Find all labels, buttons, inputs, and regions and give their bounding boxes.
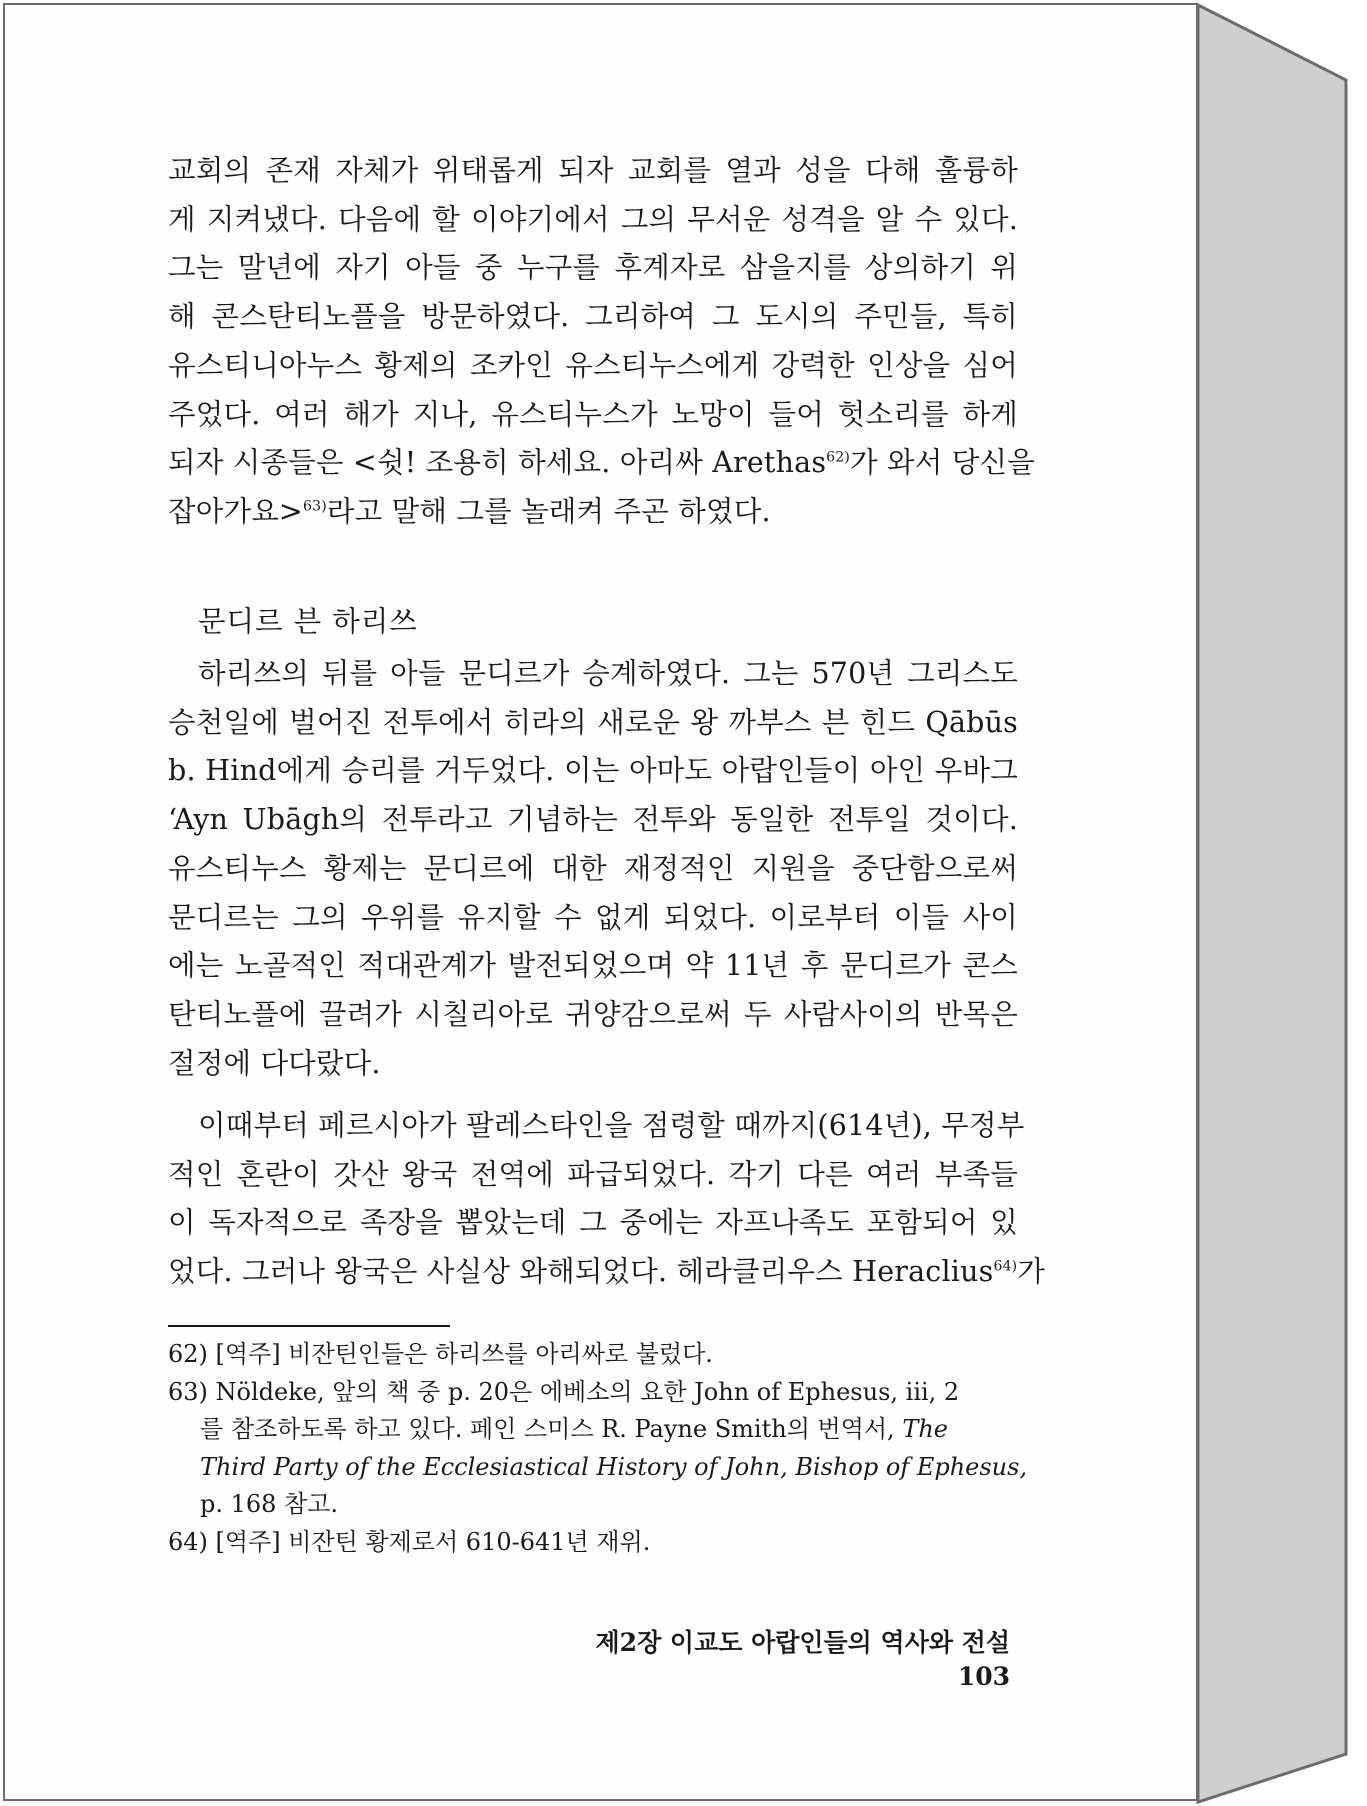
- footnote-62: 62) [역주] 비잔틴인들은 하리쓰를 아리싸로 불렀다.: [168, 1340, 713, 1368]
- text-line: 그는 말년에 자기 아들 중 누구를 후계자로 삼을지를 상의하기 위: [168, 251, 1018, 285]
- text-line: 에는 노골적인 적대관계가 발전되었으며 약 11년 후 문디르가 콘스: [168, 949, 1018, 983]
- text-line: [168, 439, 1035, 488]
- text-line: 문디르는 그의 우위를 유지할 수 없게 되었다. 이로부터 이들 사이: [168, 900, 1018, 934]
- text-line: 하리쓰의 뒤를 아들 문디르가 승계하였다. 그는 570년 그리스도: [198, 657, 1018, 690]
- text-line: [168, 1248, 1046, 1297]
- paragraph-1: [168, 147, 1035, 537]
- footnote-ref-62[interactable]: 62): [826, 449, 851, 466]
- text-segment: 라고 말해 그를 놀래켜 주곤 하였다.: [326, 494, 771, 528]
- footnote-63-line: p. 168 참고.: [200, 1490, 339, 1518]
- text-line: 절정에 다다랐다.: [168, 1046, 381, 1080]
- text-segment: 되자 시종들은 <쉿! 조용히 하세요. 아리싸 Arethas: [168, 446, 827, 480]
- text-segment: 었다. 그러나 왕국은 사실상 와해되었다. 헤라클리우스 Heraclius: [168, 1255, 994, 1289]
- paragraph-3: [168, 1102, 1046, 1297]
- footnote-64: 64) [역주] 비잔틴 황제로서 610-641년 재위.: [168, 1527, 651, 1556]
- footnote-63-line: [168, 1411, 1018, 1449]
- text-line: 교회의 존재 자체가 위태롭게 되자 교회를 열과 성을 다해 훌륭하: [168, 154, 1018, 187]
- paragraph-2: [168, 650, 1018, 1088]
- text-line: 탄티노플에 끌려가 시칠리아로 귀양감으로써 두 사람사이의 반목은: [168, 997, 1018, 1031]
- footnote-63: [168, 1374, 1028, 1524]
- text-line: ‘Ayn Ubāgh의 전투라고 기념하는 전투와 동일한 전투일 것이다.: [168, 803, 1018, 837]
- text-line: 유스티니아누스 황제의 조카인 유스티누스에게 강력한 인상을 심어: [168, 348, 1018, 382]
- text-line: b. Hind에게 승리를 거두었다. 이는 아마도 아랍인들이 아인 우바그: [168, 754, 1018, 788]
- text-line: 유스티누스 황제는 문디르에 대한 재정적인 지원을 중단함으로써: [168, 851, 1018, 885]
- text-segment: 를 참조하도록 하고 있다. 페인 스미스 R. Payne Smith의 번역서,: [200, 1415, 903, 1443]
- footnote-ref-64[interactable]: 64): [993, 1258, 1018, 1275]
- text-line: 적인 혼란이 갓산 왕국 전역에 파급되었다. 각기 다른 여러 부족들: [168, 1157, 1018, 1191]
- text-segment: 잡아가요>: [168, 494, 304, 528]
- book-side-face: [1198, 5, 1346, 1802]
- footnote-ref-63[interactable]: 63): [303, 498, 327, 515]
- footnotes: [168, 1336, 1028, 1561]
- text-segment: 가: [1017, 1255, 1046, 1289]
- running-footer: 제2장 이교도 아랍인들의 역사와 전설 103: [595, 1628, 1010, 1691]
- text-line: 주었다. 여러 해가 지나, 유스티누스가 노망이 들어 헛소리를 하게: [168, 397, 1018, 431]
- footnote-63-line: 63) Nöldeke, 앞의 책 중 p. 20은 에베소의 요한 John of Ephesus, iii, 2: [168, 1377, 960, 1406]
- text-segment: 가 와서 당신을: [850, 446, 1035, 480]
- text-line: 이때부터 페르시아가 팔레스타인을 점령할 때까지(614년), 무정부: [198, 1109, 1025, 1142]
- text-line: 게 지켜냈다. 다음에 할 이야기에서 그의 무서운 성격을 알 수 있다.: [168, 202, 1018, 236]
- section-heading: 문디르 븐 하리쓰: [198, 605, 418, 638]
- text-line: [168, 488, 1018, 537]
- text-line: 이 독자적으로 족장을 뽑았는데 그 중에는 자프나족도 포함되어 있: [168, 1206, 1018, 1240]
- footnote-divider: [168, 1325, 450, 1327]
- text-line: 승천일에 벌어진 전투에서 히라의 새로운 왕 까부스 븐 힌드 Qābūs: [168, 705, 1018, 739]
- text-line: 해 콘스탄티노플을 방문하였다. 그리하여 그 도시의 주민들, 특히: [168, 300, 1018, 334]
- footnote-63-line: Third Party of the Ecclesiastical History of John, Bishop of Ephesus,: [200, 1452, 1028, 1481]
- text-segment-italic: The: [902, 1415, 948, 1443]
